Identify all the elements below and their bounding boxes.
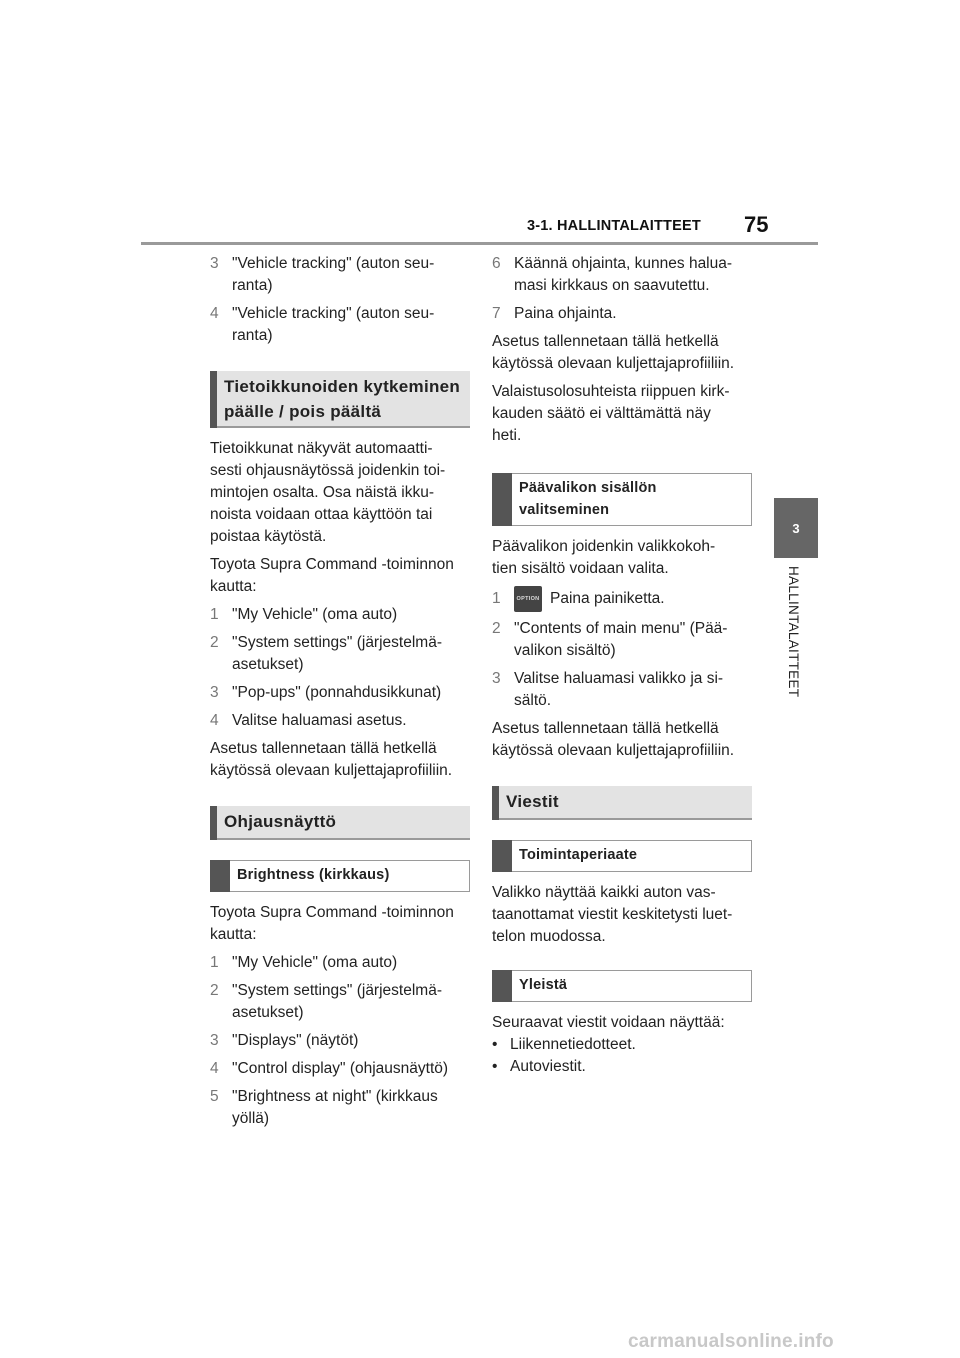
step-text: "My Vehicle" (oma auto) bbox=[232, 606, 398, 623]
step-text: "Vehicle tracking" (auton seu- ranta) bbox=[232, 305, 435, 344]
paragraph: Seuraavat viestit voidaan näyttää: bbox=[492, 1014, 725, 1031]
subsection-heading-text: Brightness (kirkkaus) bbox=[237, 867, 390, 883]
step-item bbox=[492, 586, 752, 612]
page-number: 75 bbox=[744, 212, 769, 237]
step-item bbox=[210, 1030, 470, 1052]
step-text: "Brightness at night" (kirkkaus yöllä) bbox=[232, 1088, 438, 1127]
paragraph: Asetus tallennetaan tällä hetkellä käytössä olevaan kuljettajaprofiiliin. bbox=[210, 740, 453, 779]
step-number: 2 bbox=[492, 620, 501, 637]
subsection-heading bbox=[492, 970, 752, 1002]
step-item bbox=[210, 303, 470, 347]
right-column bbox=[492, 253, 752, 1078]
bullet-item bbox=[492, 1034, 752, 1056]
step-item bbox=[210, 710, 470, 732]
step-number: 7 bbox=[492, 305, 501, 322]
left-column bbox=[210, 253, 470, 1136]
chapter-tab-label: HALLINTALAITTEET bbox=[786, 566, 801, 698]
paragraph: Valaistusolosuhteista riippuen kirk- kauden säätö ei välttämättä näy heti. bbox=[492, 383, 730, 444]
header-divider bbox=[141, 242, 818, 245]
section-title: 3-1. HALLINTALAITTEET bbox=[527, 218, 701, 234]
step-text: Valitse haluamasi asetus. bbox=[232, 712, 407, 729]
step-number: 1 bbox=[210, 954, 219, 971]
section-heading bbox=[492, 786, 752, 820]
subsection-heading bbox=[492, 840, 752, 872]
subsection-heading-text: Päävalikon sisällön valitseminen bbox=[519, 480, 657, 518]
paragraph: Asetus tallennetaan tällä hetkellä käytössä olevaan kuljettajaprofiiliin. bbox=[492, 333, 735, 372]
step-item bbox=[210, 1086, 470, 1130]
bullet-text: Autoviestit. bbox=[510, 1058, 586, 1075]
paragraph: Asetus tallennetaan tällä hetkellä käytössä olevaan kuljettajaprofiiliin. bbox=[492, 720, 735, 759]
chapter-tab-number: 3 bbox=[792, 520, 800, 536]
step-item bbox=[210, 980, 470, 1024]
step-item bbox=[492, 618, 752, 662]
step-text: "My Vehicle" (oma auto) bbox=[232, 954, 398, 971]
step-number: 1 bbox=[210, 606, 219, 623]
step-number: 2 bbox=[210, 982, 219, 999]
step-text: Paina painiketta. bbox=[550, 590, 665, 608]
subsection-heading-text: Yleistä bbox=[519, 977, 568, 993]
paragraph: Toyota Supra Command -toiminnon kautta: bbox=[210, 556, 454, 595]
step-number: 5 bbox=[210, 1088, 219, 1105]
step-text: Paina ohjainta. bbox=[514, 305, 617, 322]
step-item bbox=[492, 303, 752, 325]
step-number: 2 bbox=[210, 634, 219, 651]
step-number: 3 bbox=[492, 670, 501, 687]
bullet-mark: • bbox=[492, 1058, 498, 1075]
step-text: "System settings" (järjestelmä- asetukset) bbox=[232, 982, 442, 1021]
step-item bbox=[210, 1058, 470, 1080]
step-item bbox=[210, 632, 470, 676]
step-text: "Pop-ups" (ponnahdusikkunat) bbox=[232, 684, 442, 701]
subsection-heading bbox=[210, 860, 470, 892]
step-number: 4 bbox=[210, 1060, 219, 1077]
step-text: "Contents of main menu" (Pää- valikon sisältö) bbox=[514, 620, 728, 659]
step-item bbox=[210, 253, 470, 297]
step-text: "Vehicle tracking" (auton seu- ranta) bbox=[232, 255, 435, 294]
step-text: Valitse haluamasi valikko ja si- sältö. bbox=[514, 670, 724, 709]
step-number: 3 bbox=[210, 255, 219, 272]
section-heading-text: Viestit bbox=[506, 792, 559, 811]
step-number: 4 bbox=[210, 305, 219, 322]
step-number: 6 bbox=[492, 255, 501, 272]
bullet-text: Liikennetiedotteet. bbox=[510, 1036, 636, 1053]
step-text: "Control display" (ohjausnäyttö) bbox=[232, 1060, 449, 1077]
step-number: 3 bbox=[210, 684, 219, 701]
step-item bbox=[492, 668, 752, 712]
paragraph: Tietoikkunat näkyvät automaatti- sesti ohjausnäytössä joidenkin toi- mintojen osalta. Osa näistä ikku- noista voidaan ottaa käyttöön tai poistaa käytöstä. bbox=[210, 440, 446, 545]
step-item bbox=[210, 604, 470, 626]
bullet-item bbox=[492, 1056, 752, 1078]
step-item bbox=[492, 253, 752, 297]
subsection-heading-text: Toimintaperiaate bbox=[519, 847, 638, 863]
subsection-heading bbox=[492, 473, 752, 526]
paragraph: Valikko näyttää kaikki auton vas- taanottamat viestit keskitetysti luet- telon muodossa. bbox=[492, 884, 733, 945]
step-number: 1 bbox=[492, 590, 501, 607]
paragraph: Toyota Supra Command -toiminnon kautta: bbox=[210, 904, 454, 943]
section-heading bbox=[210, 371, 470, 428]
step-number: 3 bbox=[210, 1032, 219, 1049]
chapter-tab bbox=[774, 498, 818, 558]
watermark: carmanualsonline.info bbox=[628, 1331, 834, 1352]
option-button-icon: OPTION bbox=[514, 586, 542, 612]
step-text: "System settings" (järjestelmä- asetukset) bbox=[232, 634, 442, 673]
section-heading-text: Ohjausnäyttö bbox=[224, 812, 337, 831]
step-item bbox=[210, 952, 470, 974]
section-heading-text: Tietoikkunoiden kytkeminen päälle / pois päältä bbox=[224, 377, 461, 421]
step-number: 4 bbox=[210, 712, 219, 729]
step-text: "Displays" (näytöt) bbox=[232, 1032, 359, 1049]
paragraph: Päävalikon joidenkin valikkokoh- tien sisältö voidaan valita. bbox=[492, 538, 716, 577]
bullet-mark: • bbox=[492, 1036, 498, 1053]
step-text: Käännä ohjainta, kunnes halua- masi kirkkaus on saavutettu. bbox=[514, 255, 733, 294]
section-heading bbox=[210, 806, 470, 840]
step-item bbox=[210, 682, 470, 704]
